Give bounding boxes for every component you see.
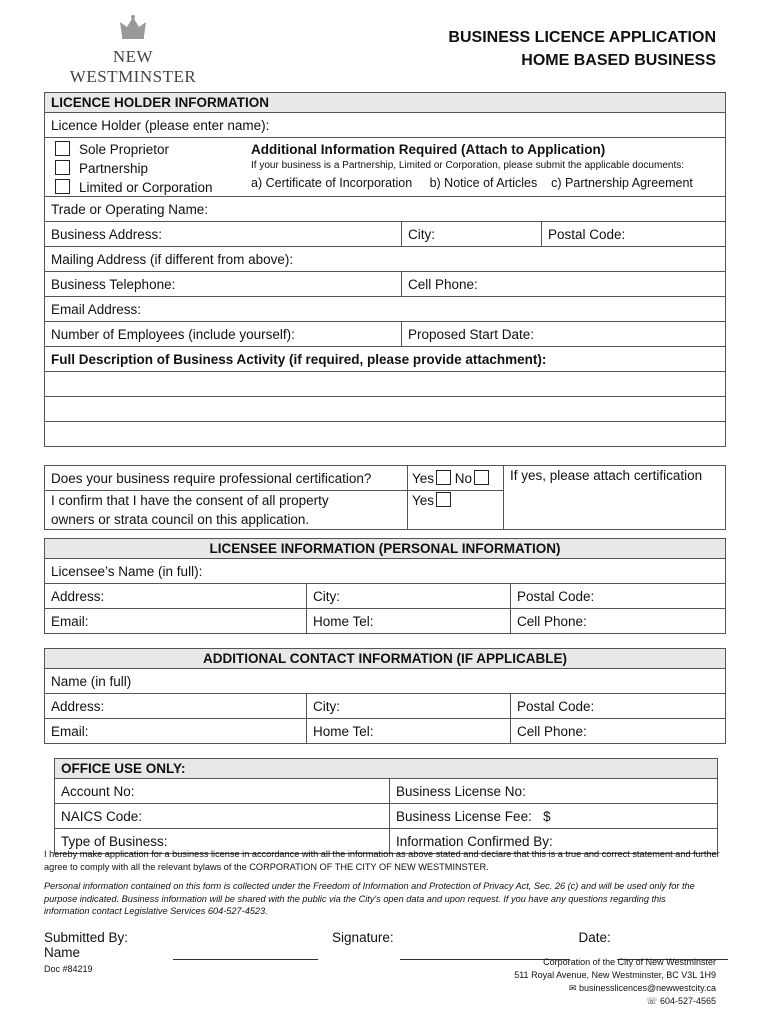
field-licensee-home-tel[interactable]: Home Tel: (307, 609, 511, 634)
field-licensee-address[interactable]: Address: (45, 584, 307, 609)
field-business-telephone[interactable]: Business Telephone: (45, 272, 402, 297)
signature-label: Signature: (332, 930, 394, 945)
licensee-table (44, 538, 726, 634)
phone-icon: ☏ (646, 996, 660, 1006)
checkbox-partnership[interactable] (55, 160, 70, 175)
section-title-additional-contact: ADDITIONAL CONTACT INFORMATION (IF APPLICABLE) (45, 649, 726, 669)
question-consent: I confirm that I have the consent of all property owners or strata council on this application. (45, 491, 408, 530)
business-type-cell (45, 138, 726, 197)
office-use-title: OFFICE USE ONLY: (55, 759, 718, 779)
required-documents (251, 175, 693, 191)
option-sole-proprietor[interactable]: Sole Proprietor (55, 140, 245, 159)
office-naics: NAICS Code: (55, 804, 390, 829)
field-licensee-email[interactable]: Email: (45, 609, 307, 634)
footer-address: 511 Royal Avenue, New Westminster, BC V3L 1H9 (514, 970, 716, 980)
submitted-by-name-field[interactable] (173, 930, 318, 960)
submitted-by-label: Submitted By: Name (44, 930, 129, 960)
office-license-no: Business License No: (390, 779, 718, 804)
field-cell-phone[interactable]: Cell Phone: (402, 272, 726, 297)
checkbox-limited[interactable] (55, 179, 70, 194)
doc-certificate: a) Certificate of Incorporation (251, 176, 413, 190)
footer-email[interactable]: businesslicences@newwestcity.ca (578, 983, 716, 993)
business-type-options (45, 138, 251, 196)
description-line-2[interactable] (45, 397, 726, 422)
field-licence-holder[interactable]: Licence Holder (please enter name): (45, 113, 726, 138)
footer-email-row (514, 982, 716, 995)
field-trade-name[interactable]: Trade or Operating Name: (45, 197, 726, 222)
doc-notice-articles: b) Notice of Articles (429, 176, 538, 190)
field-contact-city[interactable]: City: (307, 694, 511, 719)
certification-table (44, 465, 726, 530)
office-use-table (54, 758, 718, 854)
footer-phone: 604-527-4565 (659, 996, 716, 1006)
office-type: Type of Business: (55, 829, 390, 854)
section-title-licensee: LICENSEE INFORMATION (PERSONAL INFORMATION) (45, 539, 726, 559)
privacy-notice: Personal information contained on this form is collected under the Freedom of Information and Protection of Privacy Act, Sec. 26 (c) and will be used only for the purpose indicated. Business information will be shared with the public via the City's open data and upon request. If you have any questions regarding this information contact Legislative Services 604-527-4523. (44, 881, 695, 916)
field-city[interactable]: City: (402, 222, 542, 247)
office-fee: Business License Fee: $ (390, 804, 718, 829)
consent-yes: Yes (408, 491, 504, 530)
option-partnership[interactable]: Partnership (55, 159, 245, 178)
org-name: NEW WESTMINSTER (69, 47, 197, 86)
additional-info-block (251, 138, 697, 196)
question-certification: Does your business require professional certification? (45, 466, 408, 491)
footer-contact (514, 956, 716, 1008)
additional-info-note: If your business is a Partnership, Limited or Corporation, please submit the applicable documents: (251, 160, 685, 171)
field-postal-code[interactable]: Postal Code: (542, 222, 726, 247)
field-start-date[interactable]: Proposed Start Date: (402, 322, 726, 347)
footer-corp: Corporation of the City of New Westminster (543, 957, 716, 967)
field-description-label: Full Description of Business Activity (if required, please provide attachment): (45, 347, 726, 372)
additional-contact-table (44, 648, 726, 744)
checkbox-sole-proprietor[interactable] (55, 141, 70, 156)
crown-icon (118, 14, 148, 40)
declaration-text: I hereby make application for a business license in accordance with all the information as above stated and declare that this is a true and correct statement and further agree to comply with all the relevant bylaws of the CORPORATION OF THE CITY OF NEW WESTMINSTER. (44, 849, 720, 872)
description-line-1[interactable] (45, 372, 726, 397)
field-email-address[interactable]: Email Address: (45, 297, 726, 322)
office-account-no: Account No: (55, 779, 390, 804)
licence-holder-table (44, 92, 726, 447)
footer-phone-row (514, 995, 716, 1008)
field-licensee-cell[interactable]: Cell Phone: (511, 609, 726, 634)
field-employees[interactable]: Number of Employees (include yourself): (45, 322, 402, 347)
checkbox-cert-yes[interactable] (436, 470, 451, 485)
title-line-2: HOME BASED BUSINESS (521, 52, 716, 69)
field-licensee-name[interactable]: Licensee’s Name (in full): (45, 559, 726, 584)
mail-icon: ✉ (568, 983, 579, 993)
page-title (448, 26, 716, 72)
checkbox-consent-yes[interactable] (436, 492, 451, 507)
certification-note: If yes, please attach certification (504, 466, 726, 530)
doc-number: Doc #84219 (44, 964, 93, 974)
description-line-3[interactable] (45, 422, 726, 447)
additional-info-title: Additional Information Required (Attach to Application) (251, 142, 606, 157)
doc-partnership-agreement: c) Partnership Agreement (551, 176, 693, 190)
city-logo (48, 14, 218, 87)
field-licensee-postal[interactable]: Postal Code: (511, 584, 726, 609)
field-contact-address[interactable]: Address: (45, 694, 307, 719)
field-contact-cell[interactable]: Cell Phone: (511, 719, 726, 744)
field-business-address[interactable]: Business Address: (45, 222, 402, 247)
field-contact-postal[interactable]: Postal Code: (511, 694, 726, 719)
field-contact-home-tel[interactable]: Home Tel: (307, 719, 511, 744)
title-line-1: BUSINESS LICENCE APPLICATION (448, 29, 716, 46)
field-contact-name[interactable]: Name (in full) (45, 669, 726, 694)
checkbox-cert-no[interactable] (474, 470, 489, 485)
field-licensee-city[interactable]: City: (307, 584, 511, 609)
option-limited[interactable]: Limited or Corporation (55, 178, 245, 197)
field-mailing-address[interactable]: Mailing Address (if different from above): (45, 247, 726, 272)
certification-yes-no: Yes No (408, 466, 504, 491)
section-title-licence-holder: LICENCE HOLDER INFORMATION (45, 93, 726, 113)
field-contact-email[interactable]: Email: (45, 719, 307, 744)
office-confirmed: Information Confirmed By: (390, 829, 718, 854)
date-label: Date: (578, 930, 611, 945)
